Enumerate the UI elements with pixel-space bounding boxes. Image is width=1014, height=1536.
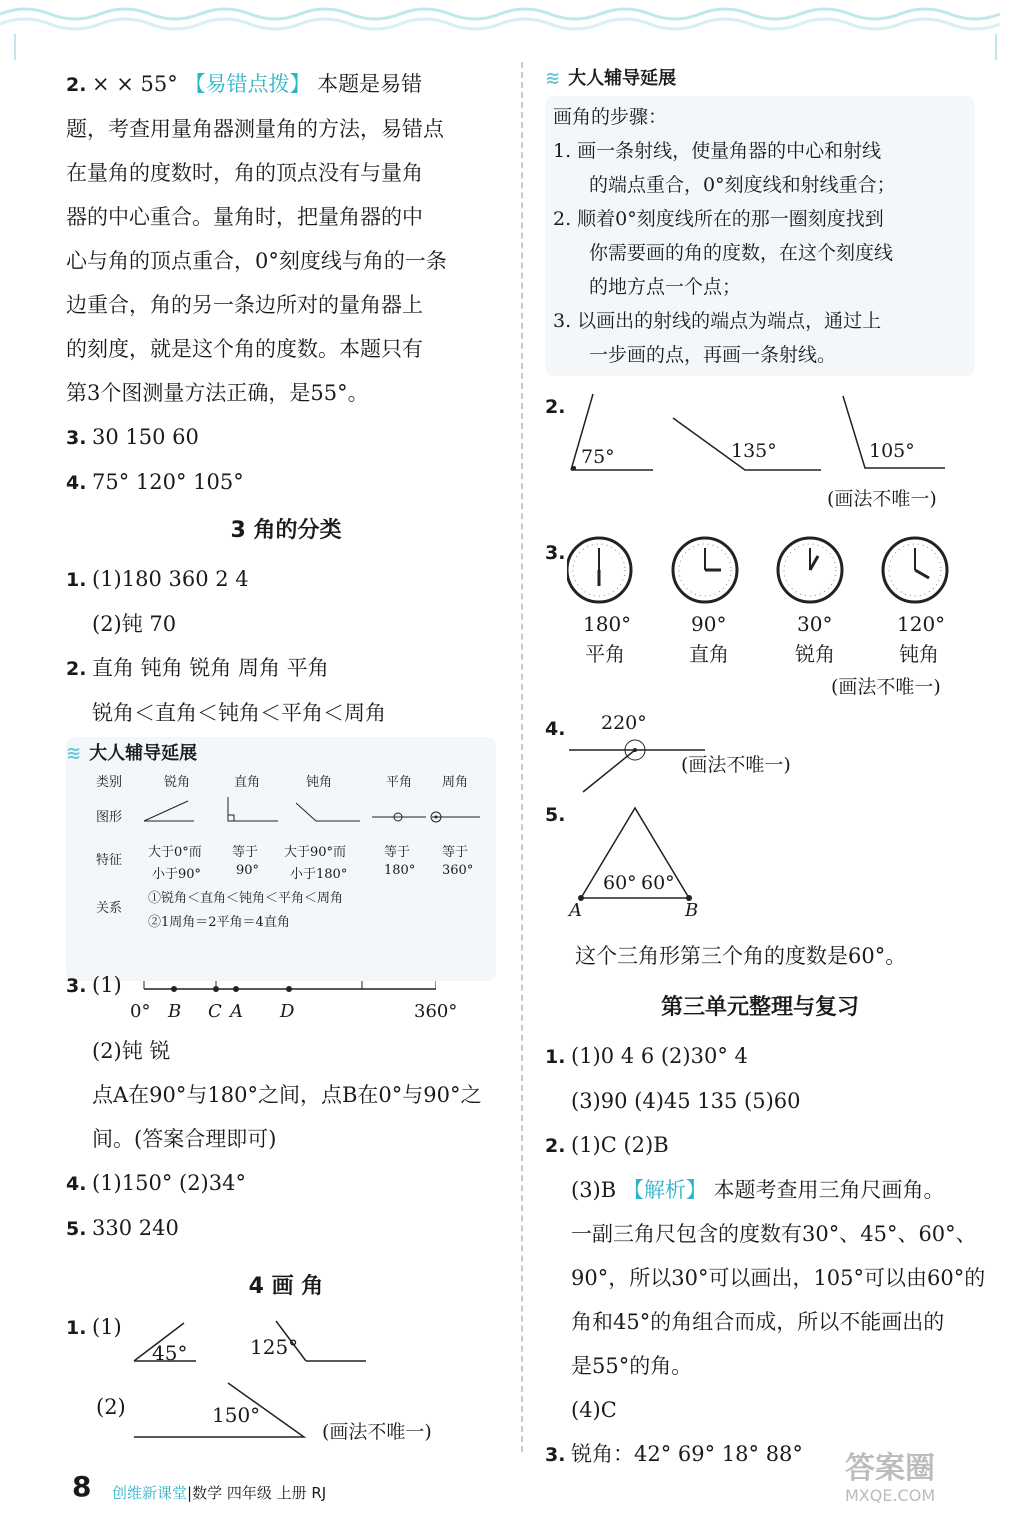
q3-number-line-row [66, 965, 506, 1029]
row-label: 类别 [96, 775, 123, 790]
footer-brand [112, 1482, 326, 1503]
feature: 90° [236, 863, 260, 878]
note: (画法不唯一) [831, 676, 941, 698]
extension-title: 大人辅导延展 [568, 68, 677, 89]
angle-label: 125° [250, 1335, 299, 1359]
category: 周角 [442, 775, 469, 790]
feature: 等于 [232, 845, 259, 860]
clock-icon [883, 538, 947, 602]
answer-text: (4)C [571, 1398, 617, 1422]
q-number: 2. [66, 74, 87, 96]
angle-type: 钝角 [899, 642, 939, 666]
relation: ②1周角＝2平角＝4直角 [148, 915, 290, 930]
q-number: 2. [545, 396, 566, 418]
answer-text: 锐角：42° 69° 18° 88° [571, 1442, 803, 1466]
left-column [66, 62, 506, 1463]
brand-name: 创维新课堂 [112, 1484, 188, 1502]
answer-q2-line1 [66, 62, 506, 107]
angle-label: 60° [641, 872, 675, 894]
triangle-figure [575, 804, 705, 904]
q-number: 1. [66, 1317, 87, 1339]
angle-classification-table [66, 771, 496, 981]
feature: 小于180° [290, 867, 348, 882]
answer-text: 75° 120° 105° [92, 470, 244, 494]
step-line: 3. 以画出的射线的端点为端点，通过上 [553, 310, 882, 332]
explanation-line: 心与角的顶点重合，0°刻度线与角的一条 [66, 249, 447, 273]
relation: ①锐角＜直角＜钝角＜平角＜周角 [148, 891, 344, 906]
angle-label: 45° [152, 1341, 188, 1365]
extension-header [545, 62, 975, 96]
watermark-text: 答案圈 [845, 1451, 935, 1486]
answer-text: 间。(答案合理即可) [92, 1127, 277, 1151]
clock-icon [567, 538, 631, 602]
q-number: 5. [66, 1218, 87, 1240]
number-line [136, 975, 436, 1001]
section-title: 第三单元整理与复习 [660, 995, 859, 1020]
answer-text: 这个三角形第三个角的度数是60°。 [575, 944, 907, 968]
analysis-tag: 【解析】 [622, 1178, 707, 1202]
answer-text: (3)90 (4)45 135 (5)60 [571, 1089, 801, 1113]
q-number: 5. [545, 804, 566, 826]
step-line: 一步画的点，再画一条射线。 [589, 344, 837, 366]
row-label: 特征 [96, 853, 123, 868]
answer-text: (2)钝 锐 [92, 1039, 171, 1063]
q-number: 2. [66, 658, 87, 680]
answer-text: × × 55° [92, 72, 185, 96]
angle-label: 105° [869, 440, 915, 462]
answer-text: 本题是易错 [310, 72, 423, 96]
answer-text: 直角 钝角 锐角 周角 平角 [92, 656, 329, 680]
explanation-line: 90°，所以30°可以画出，105°可以由60°的 [571, 1266, 986, 1290]
answer-text: (1)150° (2)34° [92, 1171, 246, 1195]
extension-header [66, 737, 496, 771]
q3-clocks [545, 534, 975, 704]
q-number: 3. [66, 975, 87, 997]
feature: 360° [442, 863, 474, 878]
answer-text: (3)B [571, 1178, 623, 1202]
answer-text: 30 150 60 [92, 425, 199, 449]
feature: 等于 [384, 845, 411, 860]
extension-title: 大人辅导延展 [89, 743, 198, 764]
explanation-line: 边重合，角的另一条边所对的量角器上 [66, 293, 423, 317]
category: 钝角 [306, 775, 333, 790]
tick-label: B [168, 1001, 182, 1022]
clock-degree: 180° [583, 612, 632, 636]
right-column [545, 62, 986, 1477]
answer-text: 锐角＜直角＜钝角＜平角＜周角 [92, 701, 386, 725]
tip-tag: 【易错点拨】 [184, 72, 311, 96]
extension-box [66, 737, 496, 981]
explanation-line: 器的中心重合。量角时，把量角器的中 [66, 205, 423, 229]
top-wave-border [0, 0, 1014, 70]
answer-text: (1)180 360 2 4 [92, 567, 249, 591]
section-title: 4 画 角 [248, 1274, 324, 1299]
step-line: 你需要画的角的度数，在这个刻度线 [589, 242, 894, 264]
angle-type: 锐角 [795, 642, 835, 666]
q-number: 4. [66, 1173, 87, 1195]
part-label: (2) [96, 1395, 126, 1419]
vertex-label: A [569, 900, 582, 921]
row-label: 关系 [96, 901, 123, 916]
category: 锐角 [164, 775, 191, 790]
q-number: 4. [545, 718, 566, 740]
explanation-line: 在量角的度数时，角的顶点没有与量角 [66, 161, 423, 185]
step-line: 1. 画一条射线，使量角器的中心和射线 [553, 140, 882, 162]
explanation-line: 一副三角尺包含的度数有30°、45°、60°、 [571, 1222, 977, 1246]
angle-label: 150° [212, 1403, 261, 1427]
angle-label: 60° [603, 872, 637, 894]
section-title: 3 角的分类 [230, 518, 342, 543]
q-number: 3. [66, 427, 87, 449]
row-label: 图形 [96, 810, 123, 825]
watermark-logo [845, 1452, 935, 1506]
explanation-line: 题，考查用量角器测量角的方法，易错点 [66, 117, 444, 141]
extension-box [545, 96, 975, 376]
part-label: (1) [92, 1315, 122, 1339]
feature: 大于90°而 [284, 845, 347, 860]
note: (画法不唯一) [322, 1421, 432, 1443]
tick-label: D [280, 1001, 295, 1022]
answer-text: (2)钝 70 [92, 612, 177, 636]
angle-label: 75° [581, 446, 615, 468]
angle-shapes [136, 795, 496, 831]
explanation-line: 第3个图测量方法正确，是55°。 [66, 381, 369, 405]
step-line: 的地方点一个点； [589, 276, 742, 298]
tick-label: 0° [130, 1001, 151, 1022]
angle-label: 220° [601, 712, 647, 734]
tick-label: C [208, 1001, 222, 1022]
q5-triangle [545, 804, 975, 934]
feature: 180° [384, 863, 416, 878]
note: (画法不唯一) [681, 754, 791, 776]
clock-degree: 120° [897, 612, 946, 636]
explanation-line: 的刻度，就是这个角的度数。本题只有 [66, 337, 423, 361]
q4-reflex-angle [545, 712, 975, 800]
clock-icon [778, 538, 842, 602]
clock-icon [673, 538, 737, 602]
feature: 小于90° [152, 867, 202, 882]
step-line: 2. 顺着0°刻度线所在的那一圈刻度找到 [553, 208, 884, 230]
angle-type: 直角 [689, 642, 729, 666]
column-divider [521, 62, 523, 1452]
drawn-angles [565, 388, 975, 478]
answer-text: 点A在90°与180°之间，点B在0°与90°之 [92, 1083, 482, 1107]
clock-degree: 30° [797, 612, 833, 636]
q-number: 3. [545, 1444, 566, 1466]
steps-title: 画角的步骤： [553, 106, 668, 128]
tick-label: 360° [414, 1001, 458, 1022]
wave-icon: ≋ [545, 68, 561, 89]
sec4-q1-figures [66, 1313, 506, 1463]
watermark-url: MXQE.COM [845, 1486, 936, 1505]
answer-text: 330 240 [92, 1216, 179, 1240]
explanation-line: 角和45°的角组合而成，所以不能画出的 [571, 1310, 945, 1334]
category: 平角 [386, 775, 413, 790]
note: (画法不唯一) [827, 488, 937, 510]
answer-text: (1)0 4 6 (2)30° 4 [571, 1044, 748, 1068]
q-number: 2. [545, 1135, 566, 1157]
q-number: 1. [545, 1046, 566, 1068]
vertex-label: B [685, 900, 699, 921]
feature: 大于0°而 [148, 845, 202, 860]
part-label: (1) [92, 973, 122, 997]
angle-type: 平角 [585, 642, 625, 666]
q-number: 4. [66, 472, 87, 494]
q2-angles [545, 388, 975, 528]
q-number: 1. [66, 569, 87, 591]
feature: 等于 [442, 845, 469, 860]
q-number: 3. [545, 542, 566, 564]
clock-degree: 90° [691, 612, 727, 636]
wave-icon: ≋ [66, 743, 82, 764]
clock-faces [567, 534, 957, 608]
tick-label: A [230, 1001, 243, 1022]
step-line: 的端点重合，0°刻度线和射线重合； [589, 174, 896, 196]
book-info: |数学 四年级 上册 RJ [187, 1484, 327, 1502]
answer-text: 本题考查用三角尺画角。 [706, 1178, 945, 1202]
category: 直角 [234, 775, 261, 790]
page-number: 8 [72, 1470, 92, 1503]
answer-text: (1)C (2)B [571, 1133, 669, 1157]
explanation-line: 是55°的角。 [571, 1354, 693, 1378]
angle-label: 135° [731, 440, 777, 462]
